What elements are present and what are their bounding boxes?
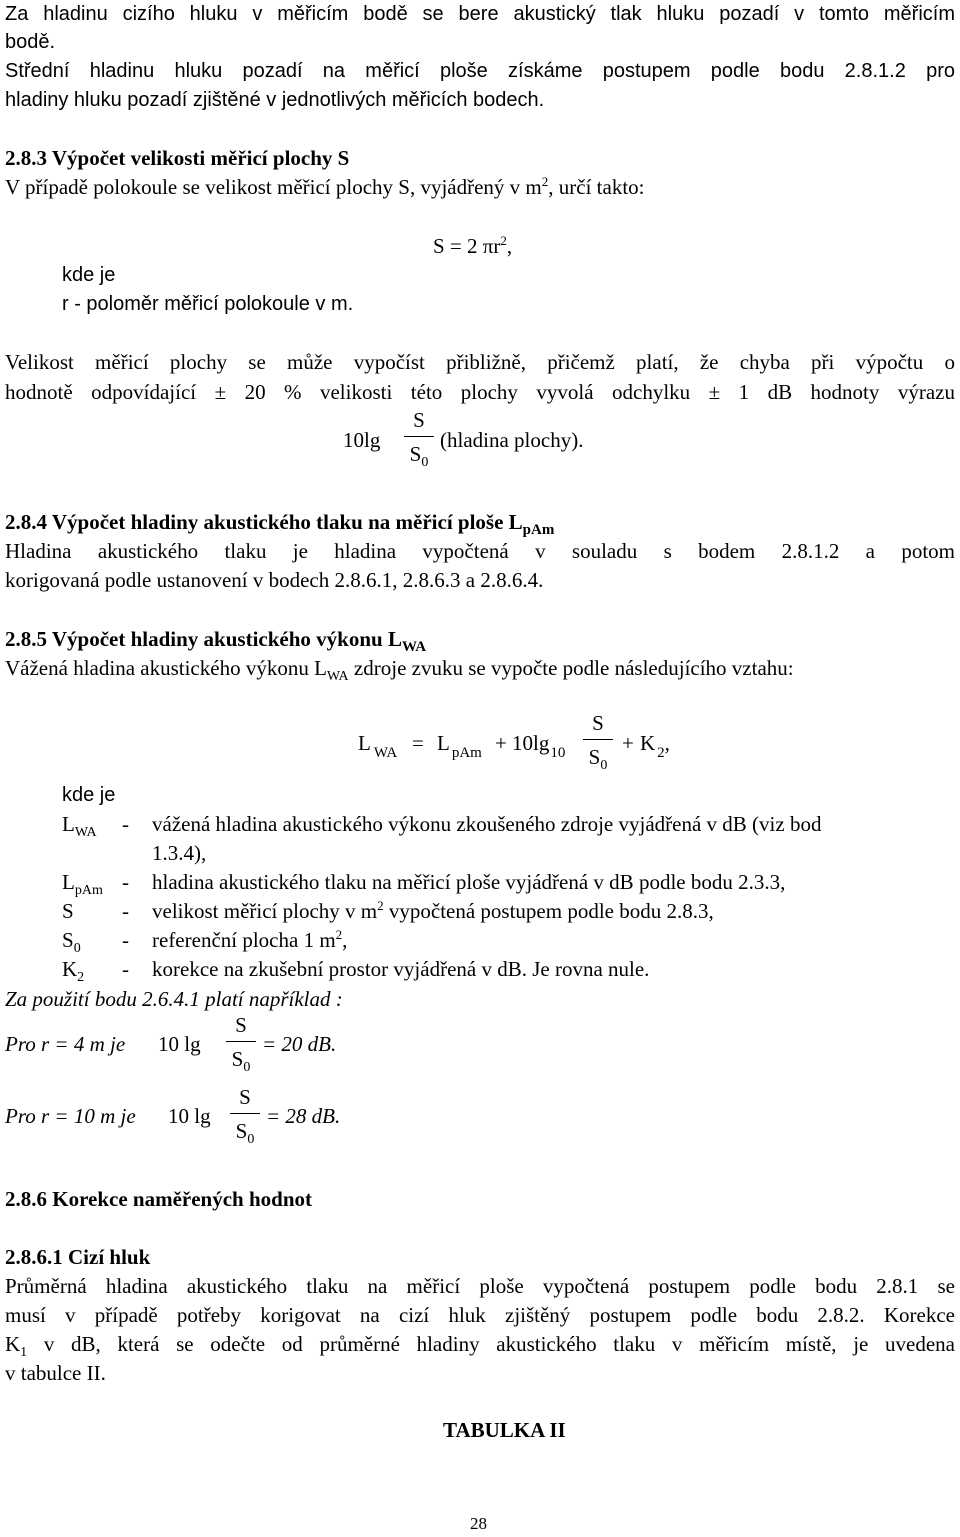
expr-fraction	[404, 406, 434, 468]
fraction-denominator	[404, 440, 434, 468]
area-formula	[433, 232, 512, 260]
subscript: WA	[74, 825, 97, 840]
den-subscript: 0	[421, 455, 429, 470]
section-2-8-5-heading	[5, 625, 426, 653]
formula-K2	[640, 729, 670, 760]
def-S0-symbol	[62, 926, 81, 954]
formula-plus-1: +	[495, 731, 507, 755]
section-2-8-6-1-line-4: v tabulce II.	[5, 1361, 106, 1385]
example-1-10lg: 10 lg	[158, 1032, 201, 1056]
symbol-K: K	[5, 1332, 21, 1356]
example-2-prefix: Pro r = 10 m je	[5, 1104, 136, 1128]
text-part: , určí takto:	[548, 175, 645, 199]
expr-prefix: 10lg	[343, 428, 381, 452]
symbol-L: L	[358, 731, 371, 755]
approx-paragraph-line-1: Velikost měřicí plochy se může vypočíst přibližně, přičemž platí, že chyba při výpočtu o	[5, 350, 955, 374]
fraction-denominator	[583, 743, 613, 771]
def-K2-symbol	[62, 955, 84, 983]
fraction-numerator: S	[235, 1013, 247, 1037]
subscript: 2	[77, 970, 85, 985]
page-number: 28	[470, 1514, 487, 1533]
heading-text: 2.8.5 Výpočet hladiny akustického výkonu L	[5, 627, 402, 651]
text-part: vypočtená postupem podle bodu 2.8.3,	[383, 899, 714, 923]
fraction-bar	[230, 1113, 260, 1114]
symbol: K	[62, 957, 78, 981]
text-part: velikost měřicí plochy v m	[152, 899, 378, 923]
text-part: V případě polokoule se velikost měřicí plochy S, vyjádřený v m	[5, 175, 542, 199]
intro-text: Vážená hladina akustického výkonu L	[5, 656, 327, 680]
den-subscript: 0	[247, 1132, 255, 1147]
symbol: L	[62, 812, 75, 836]
section-2-8-5-intro	[5, 654, 794, 682]
example-title: Za použití bodu 2.6.4.1 platí například :	[5, 987, 343, 1011]
fraction-denominator	[230, 1117, 260, 1145]
superscript: 2	[500, 233, 507, 248]
fraction-bar	[583, 739, 613, 740]
formula-L-WA	[358, 729, 397, 760]
formula-plus-2: +	[622, 731, 634, 755]
den-symbol: S	[588, 745, 601, 769]
fraction-bar	[226, 1041, 256, 1042]
den-symbol: S	[409, 442, 422, 466]
fraction-numerator: S	[239, 1085, 251, 1109]
intro-line-3: Střední hladinu hluku pozadí na měřicí ploše získáme postupem podle bodu 2.8.1.2 pro	[5, 60, 955, 82]
den-subscript: 0	[600, 758, 608, 773]
subscript-2: 2	[657, 745, 665, 761]
symbol-K: K	[640, 731, 656, 755]
subscript-WA: WA	[373, 745, 398, 761]
section-2-8-3-text	[5, 173, 645, 201]
heading-text: 2.8.4 Výpočet hladiny akustického tlaku na měřicí ploše L	[5, 510, 523, 534]
den-subscript: 0	[243, 1060, 251, 1075]
def-LpAm-dash: -	[122, 870, 129, 894]
approx-paragraph-line-2: hodnotě odpovídající ± 20 % velikosti této plochy vyvolá odchylku ± 1 dB hodnoty výrazu	[5, 380, 955, 404]
fraction-denominator	[226, 1045, 256, 1073]
line-text: v dB, která se odečte od průměrné hladiny akustického tlaku v měřicím místě, je uvedena	[27, 1332, 955, 1356]
symbol: S	[62, 928, 74, 952]
subscript: 0	[73, 941, 81, 956]
formula-part: S = 2 πr	[433, 234, 501, 258]
radius-definition: r - poloměr měřicí polokoule v m.	[62, 293, 354, 315]
formula-fraction	[583, 709, 613, 771]
subscript: pAm	[74, 883, 103, 898]
intro-line-4: hladiny hluku pozadí zjištěné v jednotlivých měřicích bodech.	[5, 89, 545, 111]
example-2-10lg: 10 lg	[168, 1104, 211, 1128]
example-2-result: = 28 dB.	[266, 1104, 341, 1128]
expr-suffix: (hladina plochy).	[440, 428, 584, 452]
formula-equals: =	[412, 731, 424, 755]
def-S-symbol: S	[62, 899, 74, 923]
formula-comma: ,	[664, 731, 670, 755]
section-2-8-6-1-heading: 2.8.6.1 Cizí hluk	[5, 1245, 151, 1269]
text-part: referenční plocha 1 m	[152, 928, 336, 952]
def-S-text	[152, 897, 714, 925]
intro-subscript: WA	[326, 669, 349, 684]
symbol: L	[62, 870, 75, 894]
section-2-8-4-heading	[5, 508, 554, 536]
intro-text: zdroje zvuku se vypočte podle následujícího vztahu:	[348, 656, 794, 680]
heading-subscript: WA	[401, 639, 427, 655]
def-S0-text	[152, 926, 347, 954]
section-2-8-3-heading: 2.8.3 Výpočet velikosti měřicí plochy S	[5, 146, 350, 170]
def-LWA-text: vážená hladina akustického výkonu zkoušeného zdroje vyjádřená v dB (viz bod	[152, 812, 822, 836]
superscript: 2	[541, 174, 549, 189]
intro-line-1: Za hladinu cizího hluku v měřicím bodě se bere akustický tlak hluku pozadí v tomto měřicím	[5, 3, 955, 25]
def-K2-text: korekce na zkušební prostor vyjádřená v dB. Je rovna nule.	[152, 957, 650, 981]
section-2-8-6-1-line-2: musí v případě potřeby korigovat na cizí hluk zjištěný postupem podle bodu 2.8.2. Korekce	[5, 1303, 955, 1327]
superscript: 2	[377, 898, 384, 913]
def-LWA-symbol	[62, 810, 97, 838]
fraction-numerator: S	[592, 711, 604, 735]
symbol-L: L	[437, 731, 450, 755]
subscript-pAm: pAm	[451, 745, 482, 761]
intro-line-2: bodě.	[5, 31, 56, 53]
formula-L-pAm	[437, 729, 482, 760]
section-2-8-6-heading: 2.8.6 Korekce naměřených hodnot	[5, 1187, 313, 1211]
example-2-fraction	[230, 1083, 260, 1145]
section-2-8-6-1-line-1: Průměrná hladina akustického tlaku na měřicí ploše vypočtená postupem podle bodu 2.8.1 se	[5, 1274, 955, 1298]
log-text: 10lg	[512, 731, 550, 755]
den-symbol: S	[231, 1047, 244, 1071]
formula-part: ,	[506, 234, 513, 258]
kde-je-label: kde je	[62, 264, 116, 286]
table-title: TABULKA II	[443, 1418, 566, 1442]
fraction-numerator: S	[413, 408, 425, 432]
formula-10lg	[512, 729, 565, 760]
def-S0-dash: -	[122, 928, 129, 952]
def-LWA-text-cont: 1.3.4),	[152, 841, 207, 865]
def-LWA-dash: -	[122, 812, 129, 836]
heading-subscript: pAm	[522, 522, 555, 538]
example-1-fraction	[226, 1011, 256, 1073]
kde-je-label-2: kde je	[62, 784, 116, 806]
den-symbol: S	[235, 1119, 248, 1143]
fraction-bar	[404, 436, 434, 437]
subscript: 1	[20, 1345, 28, 1360]
superscript: 2	[335, 927, 343, 942]
def-K2-dash: -	[122, 957, 129, 981]
log-base: 10	[550, 745, 566, 761]
text-part: ,	[342, 928, 348, 952]
def-LpAm-symbol	[62, 868, 103, 896]
def-S-dash: -	[122, 899, 129, 923]
example-1-prefix: Pro r = 4 m je	[5, 1032, 126, 1056]
section-2-8-4-line-1: Hladina akustického tlaku je hladina vypočtená v souladu s bodem 2.8.1.2 a potom	[5, 539, 955, 563]
def-LpAm-text: hladina akustického tlaku na měřicí ploše vyjádřená v dB podle bodu 2.3.3,	[152, 870, 786, 894]
section-2-8-6-1-line-3	[5, 1330, 955, 1358]
section-2-8-4-line-2: korigovaná podle ustanovení v bodech 2.8.6.1, 2.8.6.3 a 2.8.6.4.	[5, 568, 544, 592]
example-1-result: = 20 dB.	[262, 1032, 337, 1056]
